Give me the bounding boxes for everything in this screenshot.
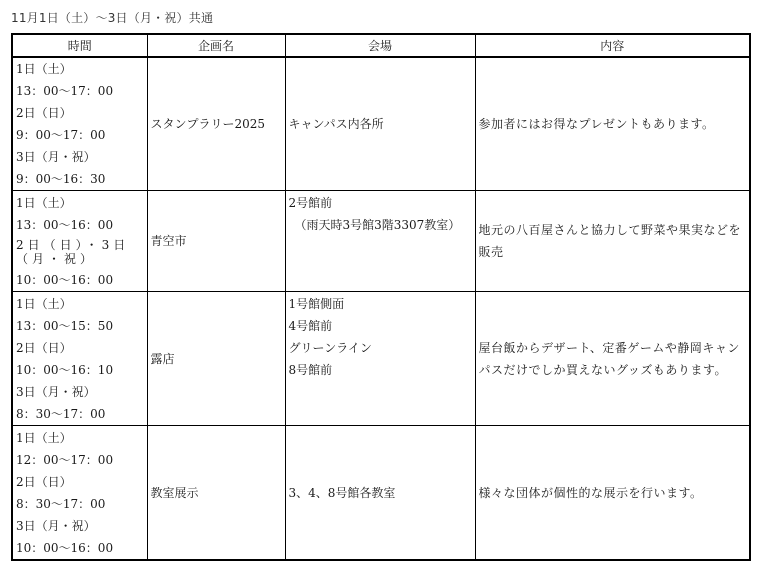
venue-line: （雨天時3号館3階3307教室）	[294, 218, 461, 232]
time-line: 13：00〜15：50	[16, 318, 114, 333]
venue-cell	[285, 57, 475, 191]
table-row	[12, 191, 750, 292]
time-cell	[12, 426, 147, 561]
time-cell	[12, 57, 147, 191]
event-name-cell: 青空市	[147, 191, 285, 292]
time-line: 10：00〜16：00	[16, 272, 114, 287]
description-cell	[475, 57, 750, 191]
table-row	[12, 57, 750, 191]
time-line: 3日（月・祝）	[16, 150, 96, 164]
venue-line: キャンパス内各所	[288, 117, 384, 131]
description-text: 様々な団体が個性的な展示を行います。	[478, 485, 703, 500]
time-line: 3日（月・祝）	[16, 518, 96, 533]
time-line: 9：00〜17：00	[16, 128, 106, 142]
time-line: 1日（土）	[16, 62, 72, 76]
venue-line: 4号館前	[288, 319, 333, 333]
description-cell	[475, 426, 750, 561]
time-line: 10：00〜16：00	[16, 540, 114, 555]
time-line: 13：00〜16：00	[16, 217, 114, 232]
table-row	[12, 292, 750, 426]
venue-cell	[285, 426, 475, 561]
time-line: 12：00〜17：00	[16, 452, 114, 467]
header-event: 企画名	[147, 34, 285, 57]
venue-line: 3、4、8号館各教室	[288, 485, 396, 500]
event-name-cell: 露店	[147, 292, 285, 426]
time-line: 10：00〜16：10	[16, 362, 114, 377]
description-cell	[475, 292, 750, 426]
venue-cell	[285, 191, 475, 292]
event-name-cell: スタンプラリー2025	[147, 57, 285, 191]
table-header-row	[12, 34, 750, 57]
time-line: 1日（土）	[16, 430, 72, 445]
description-text: 地元の八百屋さんと協力して野菜や果実などを販売	[478, 223, 742, 259]
venue-line: 8号館前	[288, 363, 333, 377]
venue-line: 1号館側面	[288, 297, 345, 311]
time-line: 3日（月・祝）	[16, 384, 96, 399]
venue-cell	[285, 292, 475, 426]
table-caption: 11月1日（土）〜3日（月・祝）共通	[11, 11, 214, 25]
time-line: 2日（日）	[16, 340, 72, 355]
time-line: 13：00〜17：00	[16, 84, 114, 98]
description-cell	[475, 191, 750, 292]
header-venue: 会場	[285, 34, 475, 57]
description-text: 参加者にはお得なプレゼントもあります。	[478, 117, 715, 131]
time-line: 2日（日）	[16, 474, 72, 489]
table-row	[12, 426, 750, 561]
time-line: 8：30〜17：00	[16, 406, 106, 421]
time-line: 1日（土）	[16, 296, 72, 311]
header-description: 内容	[475, 34, 750, 57]
time-line: 2日（日）・3日（月・祝）	[16, 237, 130, 266]
venue-line: グリーンライン	[288, 341, 372, 355]
time-line: 9：00〜16：30	[16, 172, 106, 186]
event-name-cell: 教室展示	[147, 426, 285, 561]
venue-line: 2号館前	[288, 196, 333, 210]
description-text: 屋台飯からデザート、定番ゲームや静岡キャンパスだけでしか買えないグッズもあります。	[478, 340, 740, 377]
header-time: 時間	[12, 34, 147, 57]
time-cell	[12, 292, 147, 426]
event-schedule-table	[11, 33, 751, 561]
time-line: 2日（日）	[16, 106, 72, 120]
time-cell	[12, 191, 147, 292]
time-line: 8：30〜17：00	[16, 496, 106, 511]
time-line: 1日（土）	[16, 195, 72, 210]
